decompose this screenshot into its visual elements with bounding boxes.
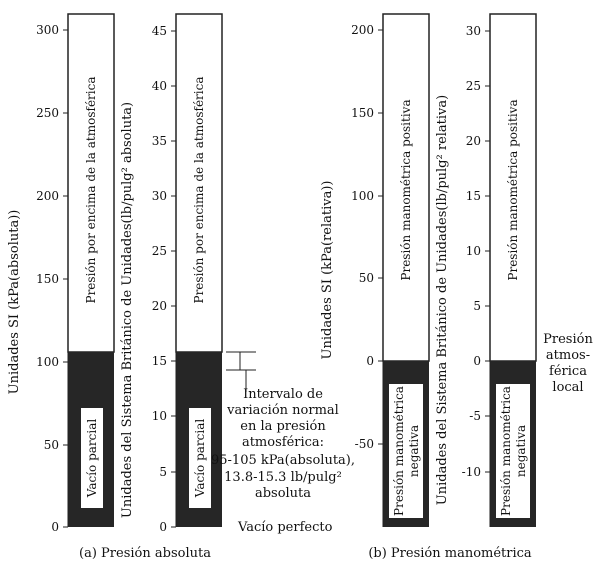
tick-label: 20 bbox=[465, 134, 481, 148]
caption-a: (a) Presión absoluta bbox=[79, 546, 211, 561]
tick-label: 50 bbox=[43, 438, 59, 452]
tick-labels bbox=[152, 24, 167, 534]
axis-label: Unidades del Sistema Británico de Unidades(lb/pulg² absoluta) bbox=[120, 101, 135, 519]
tick-label: 150 bbox=[36, 272, 59, 286]
upper-region-label: Presión manométrica positiva bbox=[399, 99, 413, 281]
tick-label: 100 bbox=[351, 189, 374, 203]
tick-label: -50 bbox=[354, 437, 374, 451]
interval-annotation bbox=[211, 387, 355, 501]
tick-label: 50 bbox=[358, 271, 374, 285]
tick-labels bbox=[351, 23, 374, 451]
tick-label: 15 bbox=[151, 354, 167, 368]
interval-line: 95-105 kPa(absoluta), bbox=[210, 453, 356, 468]
interval-line: Intervalo de bbox=[243, 387, 323, 402]
tick-label: 200 bbox=[351, 23, 374, 37]
caption-b: (b) Presión manométrica bbox=[368, 546, 532, 561]
column-british-absolute bbox=[120, 14, 222, 534]
lower-region-label: Presión manométrica bbox=[499, 386, 513, 516]
axis-label: Unidades SI (kPa(absoluta)) bbox=[7, 209, 22, 395]
tick-label: 0 bbox=[366, 354, 374, 368]
interval-line: en la presión bbox=[240, 419, 326, 434]
upper-region-label: Presión manométrica positiva bbox=[506, 99, 520, 281]
tick-label: 250 bbox=[36, 106, 59, 120]
tick-label: 10 bbox=[465, 244, 481, 258]
tick-labels bbox=[462, 24, 481, 479]
tick-label: 10 bbox=[151, 409, 167, 423]
tick-label: 300 bbox=[36, 23, 59, 37]
axis-label: Unidades del Sistema Británico de Unidades(lb/pulg² relativa) bbox=[435, 94, 450, 506]
interval-line: variación normal bbox=[227, 403, 339, 418]
tick-label: 25 bbox=[465, 79, 481, 93]
interval-line: atmosférica: bbox=[241, 435, 325, 450]
tick-label: 30 bbox=[151, 189, 167, 203]
tick-label: 20 bbox=[151, 299, 167, 313]
lower-region-label: Vacío parcial bbox=[193, 418, 207, 498]
interval-line: absoluta bbox=[254, 486, 312, 501]
tick-label: 25 bbox=[151, 244, 167, 258]
vacuum-label: Vacío perfecto bbox=[238, 520, 333, 535]
column-british-gauge bbox=[435, 14, 536, 527]
interval-line: 13.8-15.3 lb/pulg² bbox=[224, 470, 342, 485]
lower-region-label: Vacío parcial bbox=[85, 418, 99, 498]
upper-region-label: Presión por encima de la atmosférica bbox=[84, 76, 98, 304]
local-line: Presión bbox=[543, 332, 593, 347]
tick-label: 0 bbox=[51, 520, 59, 534]
column-si-absolute bbox=[7, 14, 114, 534]
local-line: atmos- bbox=[545, 348, 591, 363]
tick-labels bbox=[36, 23, 59, 534]
tick-label: -10 bbox=[461, 465, 481, 479]
tick-label: 15 bbox=[465, 189, 481, 203]
upper-region-label: Presión por encima de la atmosférica bbox=[192, 76, 206, 304]
lower-region-label: Presión manométrica bbox=[392, 386, 406, 516]
tick-label: 0 bbox=[159, 520, 167, 534]
local-line: férica bbox=[549, 364, 587, 379]
tick-label: 35 bbox=[151, 134, 167, 148]
tick-label: 30 bbox=[465, 24, 481, 38]
tick-label: 150 bbox=[351, 106, 374, 120]
local-atmospheric-annotation bbox=[543, 332, 593, 395]
interval-bracket bbox=[226, 352, 256, 392]
axis-label: Unidades SI (kPa(relativa)) bbox=[320, 180, 335, 360]
local-line: local bbox=[552, 380, 584, 395]
lower-region-label-2: negativa bbox=[407, 424, 421, 478]
tick-label: 45 bbox=[151, 24, 167, 38]
tick-label: 0 bbox=[473, 354, 481, 368]
tick-label: 40 bbox=[151, 79, 167, 93]
tick-label: 100 bbox=[36, 355, 59, 369]
tick-label: -5 bbox=[469, 409, 481, 423]
tick-label: 5 bbox=[159, 465, 167, 479]
lower-region-label-2: negativa bbox=[514, 424, 528, 478]
tick-label: 5 bbox=[473, 299, 481, 313]
column-si-gauge bbox=[320, 14, 429, 527]
tick-label: 200 bbox=[36, 189, 59, 203]
